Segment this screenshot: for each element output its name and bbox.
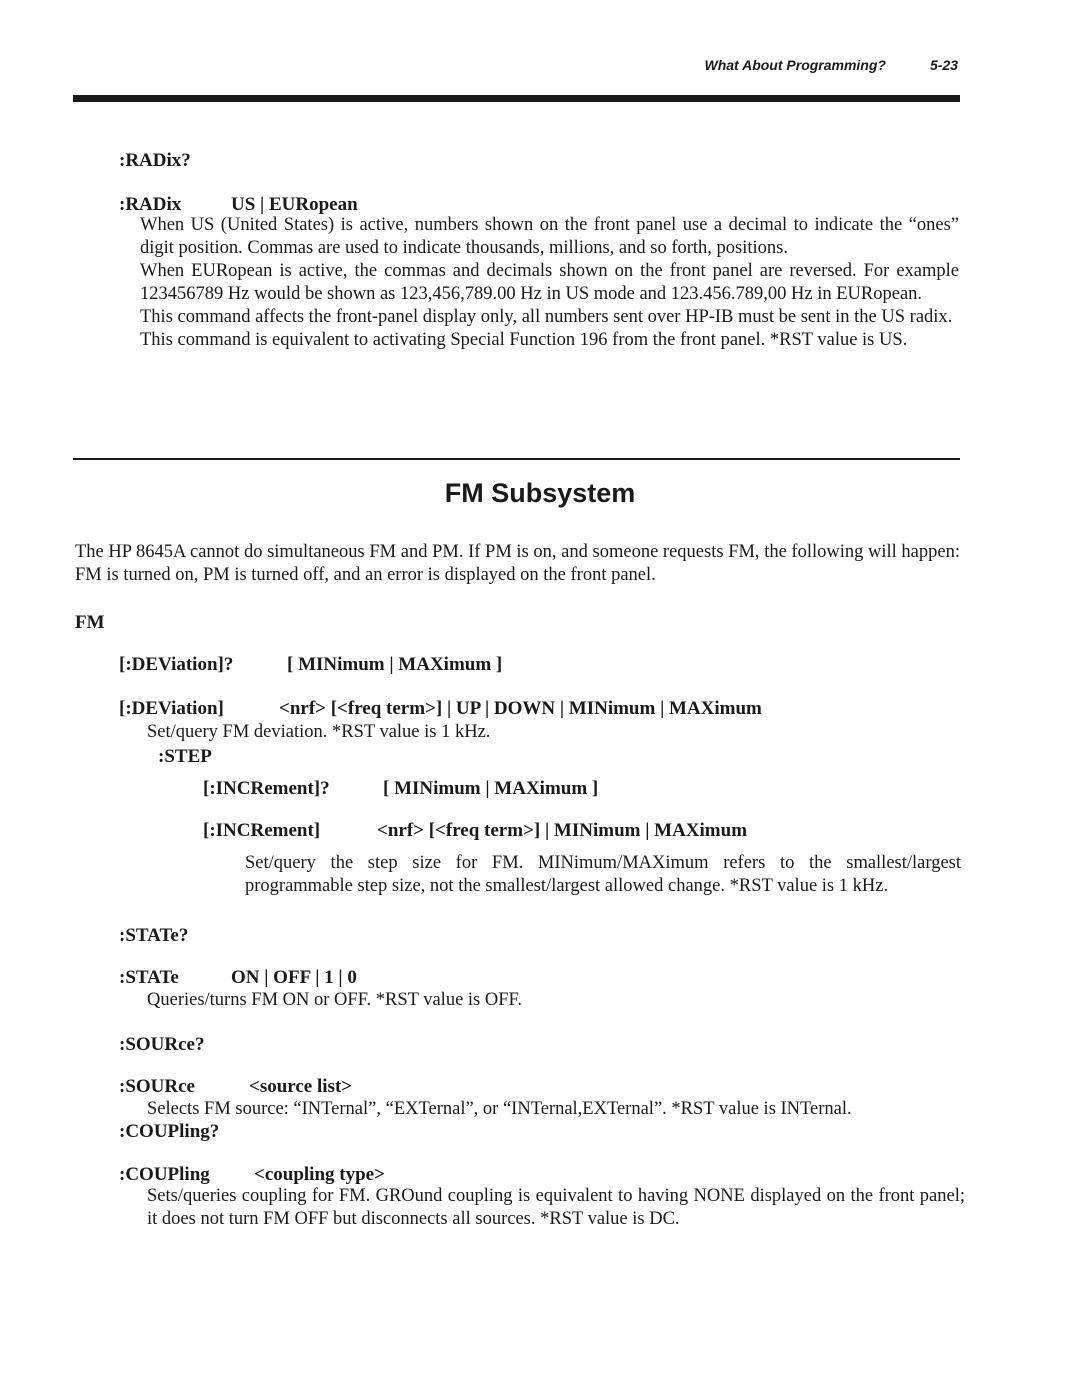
state-description: Queries/turns FM ON or OFF. *RST value is OFF. bbox=[147, 990, 522, 1010]
deviation-query-row bbox=[119, 654, 502, 676]
radix-description bbox=[140, 214, 959, 352]
increment-command-row bbox=[203, 820, 747, 842]
radix-command: :RADix bbox=[119, 194, 182, 215]
increment-query-row bbox=[203, 778, 598, 800]
source-command-row bbox=[119, 1076, 352, 1098]
coupling-args: <coupling type> bbox=[254, 1164, 385, 1185]
state-args: ON | OFF | 1 | 0 bbox=[231, 967, 357, 988]
radix-query: :RADix? bbox=[119, 150, 191, 171]
radix-paragraph: This command affects the front-panel display only, all numbers sent over HP-IB must be sent in the US radix. bbox=[140, 307, 953, 327]
section-divider bbox=[73, 458, 960, 460]
deviation-description: Set/query FM deviation. *RST value is 1 kHz. bbox=[147, 722, 491, 742]
state-query: :STATe? bbox=[119, 925, 189, 946]
section-title: FM Subsystem bbox=[444, 478, 636, 508]
step-node: :STEP bbox=[158, 746, 212, 767]
radix-paragraph: When US (United States) is active, numbers shown on the front panel use a decimal to indicate the “ones” digit position. Commas are used to indicate thousands, millions, and so forth, positions. bbox=[140, 215, 959, 258]
radix-paragraph: This command is equivalent to activating Special Function 196 from the front panel. *RST value is US. bbox=[140, 330, 908, 350]
increment-description: Set/query the step size for FM. MINimum/MAXimum refers to the smallest/largest programmable step size, not the smallest/largest allowed change. *RST value is 1 kHz. bbox=[245, 853, 961, 896]
section-intro: The HP 8645A cannot do simultaneous FM and PM. If PM is on, and someone requests FM, the following will happen: FM is turned on, PM is turned off, and an error is displayed on the front panel. bbox=[75, 542, 960, 585]
source-query: :SOURce? bbox=[119, 1034, 205, 1055]
header-title: What About Programming? bbox=[704, 57, 886, 73]
source-description: Selects FM source: “INTernal”, “EXTernal”, or “INTernal,EXTernal”. *RST value is INTernal. bbox=[147, 1099, 852, 1119]
header-rule bbox=[73, 95, 960, 102]
deviation-args: <nrf> [<freq term>] | UP | DOWN | MINimum | MAXimum bbox=[279, 698, 762, 719]
coupling-command: :COUPling bbox=[119, 1164, 210, 1185]
coupling-description: Sets/queries coupling for FM. GROund coupling is equivalent to having NONE displayed on the front panel; it does not turn FM OFF but disconnects all sources. *RST value is DC. bbox=[147, 1186, 965, 1229]
state-command: :STATe bbox=[119, 967, 179, 988]
increment-query: [:INCRement]? bbox=[203, 778, 330, 799]
fm-root: FM bbox=[75, 612, 105, 633]
increment-args: <nrf> [<freq term>] | MINimum | MAXimum bbox=[377, 820, 748, 841]
page-number: 5-23 bbox=[929, 57, 958, 73]
running-header bbox=[705, 57, 959, 73]
radix-command-row bbox=[119, 194, 358, 216]
source-args: <source list> bbox=[249, 1076, 353, 1097]
coupling-command-row bbox=[119, 1164, 385, 1186]
source-command: :SOURce bbox=[119, 1076, 195, 1097]
coupling-query: :COUPling? bbox=[119, 1121, 220, 1142]
radix-paragraph: When EURopean is active, the commas and decimals shown on the front panel are reversed. For example 123456789 Hz would be shown as 123,456,789.00 Hz in US mode and 123.456.789,00 Hz in EURopean. bbox=[140, 261, 959, 304]
increment-command: [:INCRement] bbox=[203, 820, 321, 841]
increment-query-args: [ MINimum | MAXimum ] bbox=[383, 778, 599, 799]
radix-args: US | EURopean bbox=[231, 194, 358, 215]
deviation-query-args: [ MINimum | MAXimum ] bbox=[287, 654, 503, 675]
deviation-query: [:DEViation]? bbox=[119, 654, 234, 675]
deviation-command: [:DEViation] bbox=[119, 698, 224, 719]
deviation-command-row bbox=[119, 698, 762, 720]
state-command-row bbox=[119, 967, 357, 989]
